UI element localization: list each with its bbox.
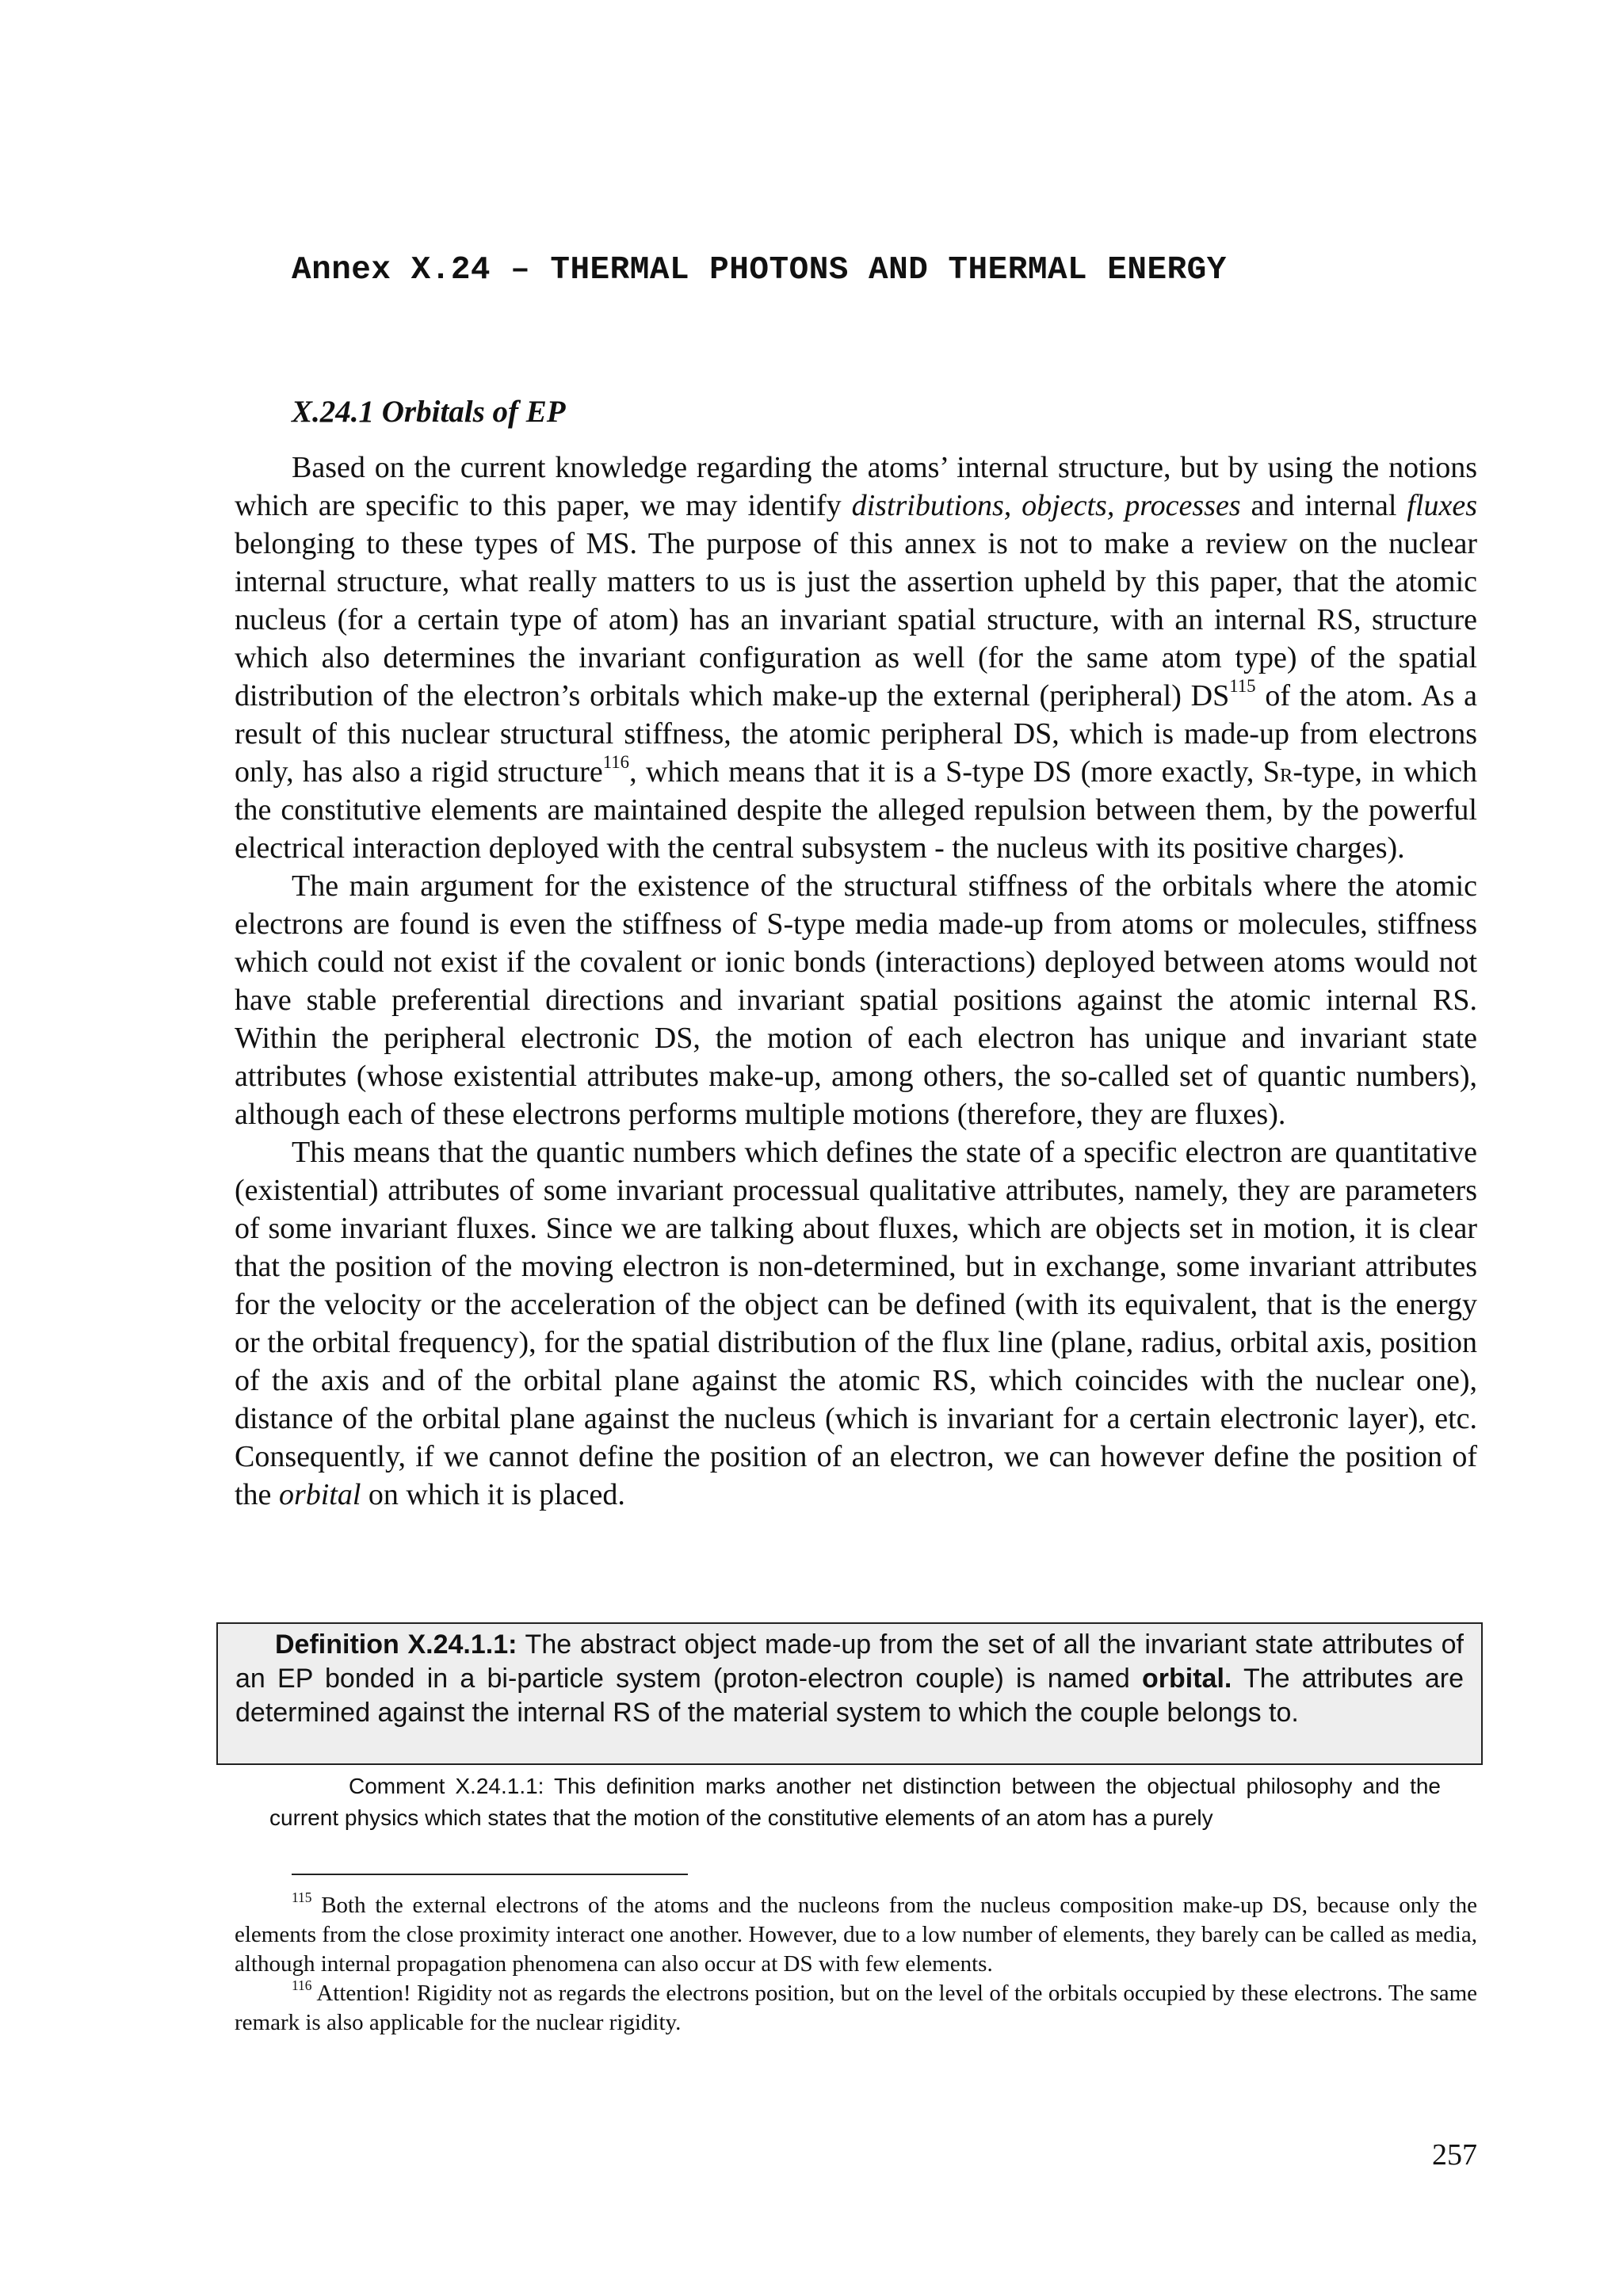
- footnote-116: [235, 1979, 1477, 2038]
- definition-label: Definition X.24.1.1:: [275, 1629, 517, 1660]
- definition-body: The abstract object made-up from the set of all the invariant state attributes of an EP bonded in a bi-particle system (proton-electron couple) is named: [235, 1629, 1464, 1694]
- paragraph-1-text: , which means that it is a S-type DS (more exactly, S: [629, 755, 1280, 789]
- page-title: Annex X.24 – THERMAL PHOTONS AND THERMAL ENERGY: [292, 252, 1227, 288]
- section-heading: X.24.1 Orbitals of EP: [292, 395, 566, 429]
- footnote-ref-115[interactable]: 115: [1229, 675, 1256, 696]
- paragraph-3-text: This means that the quantic numbers which defines the state of a specific electron are quantitative (existential) attributes of some invariant processual qualitative attributes, namely, they are parameters of some invariant fluxes. Since we are talking about fluxes, which are objects set in motion, it is clear that the position of the moving electron is non-determined, but in exchange, some invariant attributes for the velocity or the acceleration of the object can be defined (with its equivalent, that is the energy or the orbital frequency), for the spatial distribution of the flux line (plane, radius, orbital axis, position of the axis and of the orbital plane against the atomic RS, which coincides with the nuclear one), distance of the orbital plane against the nucleus (which is invariant for a certain electronic layer), etc. Consequently, if we cannot define the position of an electron, we can however define the position of the: [235, 1136, 1477, 1511]
- footnotes: [235, 1891, 1477, 2038]
- paragraph-1-text: of the atom. As a result of this nuclear structural stiffness, the atomic peripheral DS, which is made-up from electrons only, has also a rigid structure: [235, 679, 1478, 789]
- emphasis-fluxes: fluxes: [1407, 489, 1477, 522]
- paragraph-3: [235, 1133, 1477, 1514]
- footnote-divider: [292, 1874, 688, 1875]
- footnote-115: [235, 1891, 1477, 1979]
- comment: [269, 1771, 1441, 1834]
- paragraph-1-text: belonging to these types of MS. The purpose of this annex is not to make a review on the nuclear internal structure, what really matters to us is just the assertion upheld by this paper, that the atomic nucleus (for a certain type of atom) has an invariant spatial structure, with an internal RS, structure which also determines the invariant configuration as well (for the same atom type) of the spatial distribution of the electron’s orbitals which make-up the external (peripheral) DS: [235, 527, 1477, 712]
- definition-box: [216, 1622, 1483, 1765]
- paragraph-1: [235, 449, 1477, 867]
- paragraph-1-text: Based on the current knowledge regarding the atoms’ internal structure, but by using the notions which are specific to this paper, we may identify: [235, 451, 1477, 522]
- comment-text: Comment X.24.1.1: This definition marks another net distinction between the objectual philosophy and the current physics which states that the motion of the constitutive elements of an atom has a purely: [269, 1774, 1441, 1830]
- paragraph-1-text: -type, in which the constitutive elements are maintained despite the alleged repulsion between them, by the powerful electrical interaction deployed with the central subsystem - the nucleus with its positive charges).: [235, 755, 1477, 865]
- definition-term: orbital.: [1142, 1664, 1232, 1694]
- footnote-text: Attention! Rigidity not as regards the electrons position, but on the level of the orbitals occupied by these electrons. The same remark is also applicable for the nuclear rigidity.: [235, 1981, 1477, 2035]
- definition-text: [235, 1628, 1464, 1730]
- emphasis-distributions: distributions, objects, processes: [851, 489, 1241, 522]
- definition-body: The attributes are determined against the internal RS of the material system to which the couple belongs to.: [235, 1664, 1464, 1728]
- subscript-r: R: [1279, 765, 1293, 786]
- paragraph-2: The main argument for the existence of the structural stiffness of the orbitals where the atomic electrons are found is even the stiffness of S-type media made-up from atoms or molecules, stiffness which could not exist if the covalent or ionic bonds (interactions) deployed between atoms would not have stable preferential directions and invariant spatial positions against the atomic internal RS. Within the peripheral electronic DS, the motion of each electron has unique and invariant state attributes (whose existential attributes make-up, among others, the so-called set of quantic numbers), although each of these electrons performs multiple motions (therefore, they are fluxes).: [235, 869, 1477, 1131]
- footnote-number: 115: [292, 1889, 312, 1905]
- paragraph-1-text: and internal: [1240, 489, 1407, 522]
- body-text: [235, 449, 1477, 1514]
- footnote-text: Both the external electrons of the atoms and the nucleons from the nucleus composition make-up DS, because only the elements from the close proximity interact one another. However, due to a low number of elements, they barely can be called as media, although internal propagation phenomena can also occur at DS with few elements.: [235, 1893, 1477, 1977]
- footnote-number: 116: [292, 1977, 312, 1993]
- footnote-ref-116[interactable]: 116: [602, 751, 630, 772]
- emphasis-orbital: orbital: [278, 1478, 361, 1511]
- page-number: 257: [1432, 2138, 1477, 2172]
- paragraph-3-text: on which it is placed.: [361, 1478, 625, 1511]
